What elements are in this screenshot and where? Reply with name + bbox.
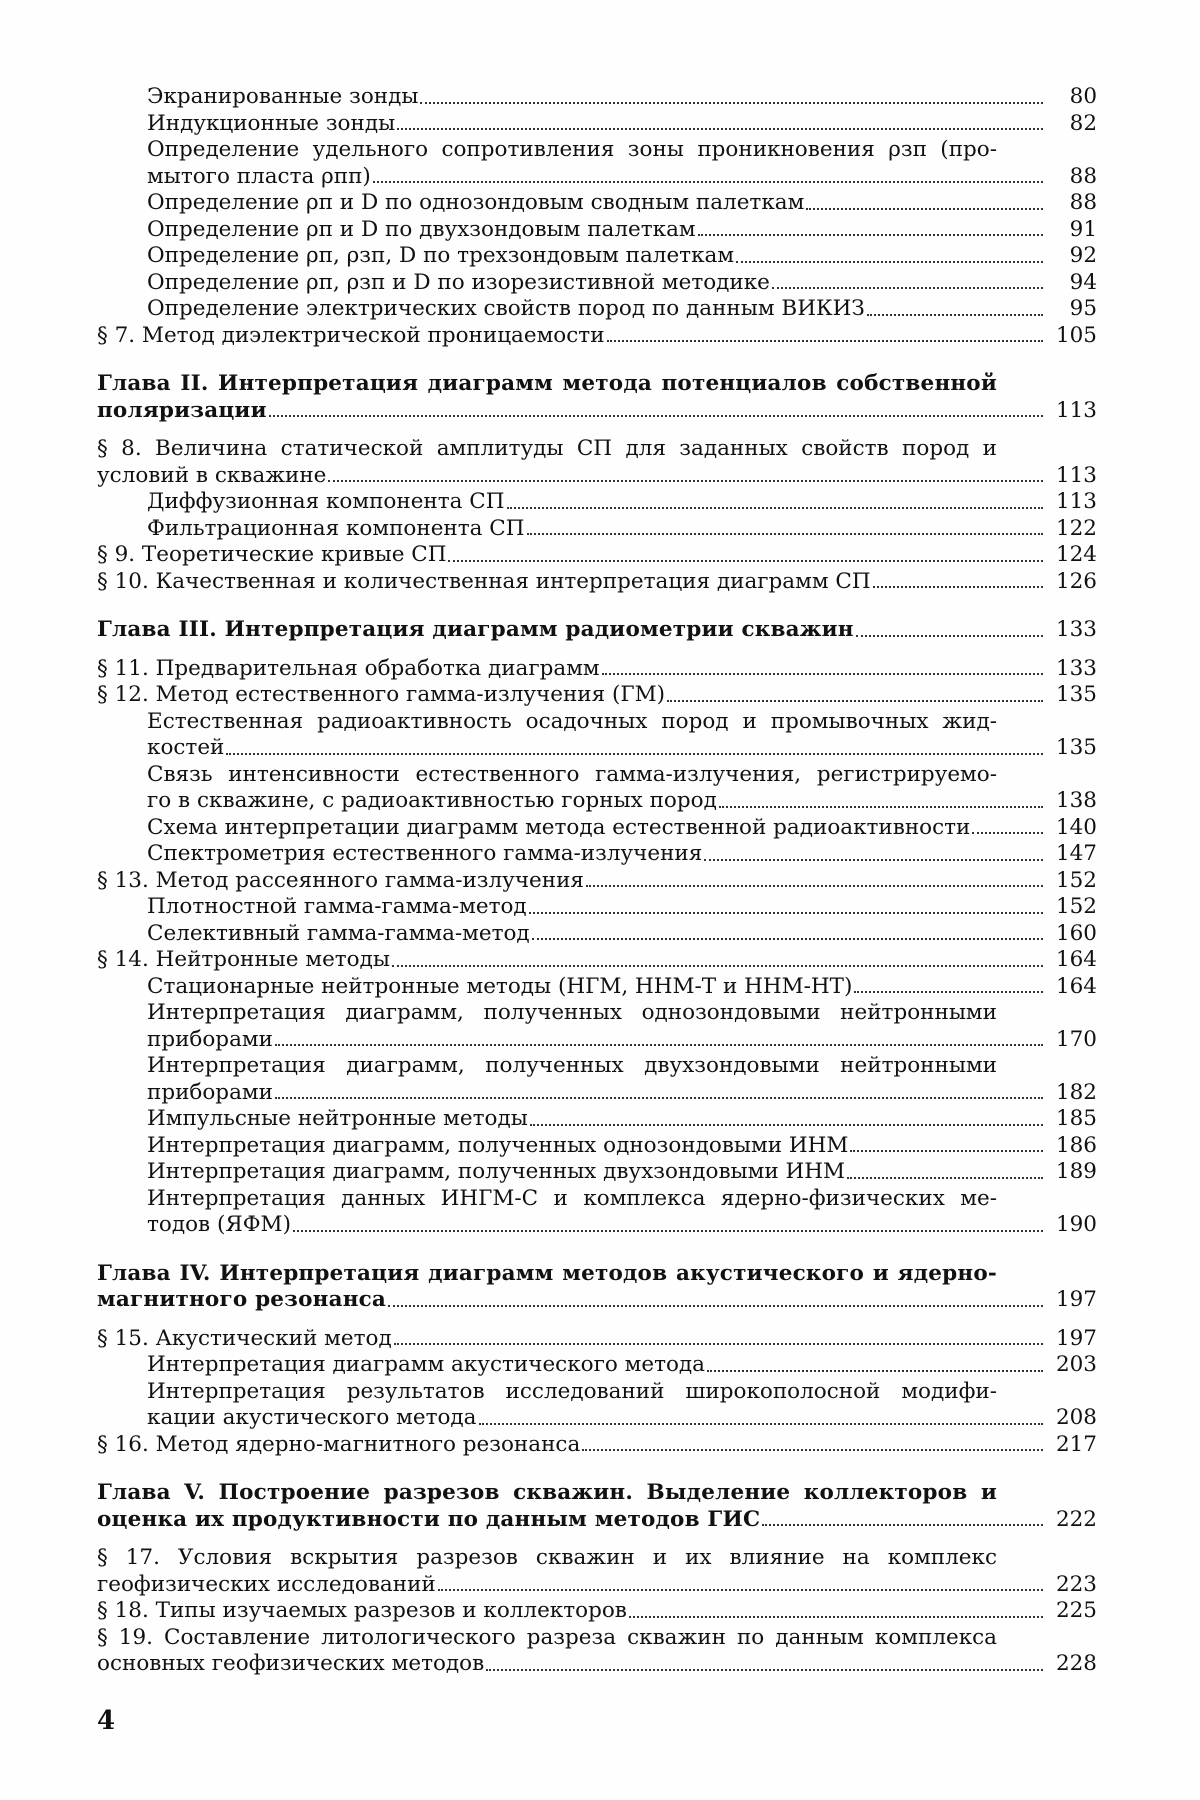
toc-subsection — [97, 709, 1097, 762]
toc-subsection — [97, 84, 1097, 111]
dot-leader — [704, 859, 1043, 861]
toc-subsection — [97, 894, 1097, 921]
toc-entry-first-line: Глава V. Построение разрезов скважин. Выделение коллекторов и — [97, 1480, 1097, 1507]
toc-page-number: 133 — [1045, 617, 1097, 644]
toc-entry-title: оценка их продуктивности по данным методов ГИС — [97, 1507, 760, 1534]
toc-subsection — [97, 296, 1097, 323]
toc-entry-row — [147, 1212, 1097, 1239]
toc-subsection — [97, 243, 1097, 270]
toc-page-number: 182 — [1045, 1080, 1097, 1107]
toc-entry-row — [147, 1106, 1097, 1133]
toc-entry-row — [97, 463, 1097, 490]
toc-page-number: 95 — [1045, 296, 1097, 323]
toc-entry-title: го в скважине, с радиоактивностью горных пород — [147, 788, 717, 815]
toc-page-number: 160 — [1045, 921, 1097, 948]
toc-entry-title: Интерпретация диаграмм, полученных однозондовыми ИНМ — [147, 1133, 848, 1160]
toc-entry-row — [147, 1133, 1097, 1160]
toc-entry-first-line: Глава II. Интерпретация диаграмм метода потенциалов собственной — [97, 371, 1097, 398]
toc-entry-title: Фильтрационная компонента СП — [147, 516, 525, 543]
toc-section — [97, 1432, 1097, 1459]
toc-page-number: 222 — [1045, 1507, 1097, 1534]
dot-leader — [856, 635, 1043, 637]
toc-entry-row — [97, 1598, 1097, 1625]
dot-leader — [328, 480, 1043, 482]
toc-section — [97, 1598, 1097, 1625]
dot-leader — [847, 1177, 1043, 1179]
toc-entry-row — [147, 921, 1097, 948]
toc-page-number: 105 — [1045, 323, 1097, 350]
toc-entry-row — [97, 1326, 1097, 1353]
toc-subsection — [97, 516, 1097, 543]
toc-entry-first-line: Определение удельного сопротивления зоны проникновения ρзп (про- — [147, 137, 1097, 164]
toc-section — [97, 1326, 1097, 1353]
dot-leader — [275, 1044, 1043, 1046]
dot-leader — [486, 1669, 1043, 1671]
toc-entry-title: Глава III. Интерпретация диаграмм радиометрии скважин — [97, 617, 854, 644]
toc-entry-title: Селективный гамма-гамма-метод — [147, 921, 530, 948]
toc-entry-first-line: Интерпретация данных ИНГМ-С и комплекса ядерно-физических ме- — [147, 1186, 1097, 1213]
dot-leader — [850, 1150, 1043, 1152]
toc-subsection — [97, 762, 1097, 815]
toc-entry-title: костей — [147, 735, 224, 762]
toc-section — [97, 1625, 1097, 1678]
toc-entry-row — [147, 190, 1097, 217]
toc-subsection — [97, 1133, 1097, 1160]
toc-entry-first-line: Интерпретация диаграмм, полученных двухзондовыми нейтронными — [147, 1053, 1097, 1080]
toc-page-number: 135 — [1045, 682, 1097, 709]
toc-entry-title: § 14. Нейтронные методы — [97, 947, 390, 974]
toc-page-number: 190 — [1045, 1212, 1097, 1239]
toc-entry-row — [97, 569, 1097, 596]
toc-section — [97, 682, 1097, 709]
toc-entry-title: Экранированные зонды — [147, 84, 418, 111]
dot-leader — [667, 700, 1043, 702]
toc-entry-row — [147, 516, 1097, 543]
toc-entry-row — [97, 656, 1097, 683]
toc-entry-first-line: Глава IV. Интерпретация диаграмм методов акустического и ядерно- — [97, 1261, 1097, 1288]
toc-page-number: 80 — [1045, 84, 1097, 111]
toc-chapter — [97, 1480, 1097, 1533]
toc-subsection — [97, 270, 1097, 297]
toc-entry-title: Спектрометрия естественного гамма-излучения — [147, 841, 702, 868]
toc-entry-first-line: § 17. Условия вскрытия разрезов скважин и их влияние на комплекс — [97, 1545, 1097, 1572]
toc-subsection — [97, 1000, 1097, 1053]
dot-leader — [269, 415, 1043, 417]
toc-entry-title: мытого пласта ρпп) — [147, 164, 371, 191]
toc-entry-title: Схема интерпретации диаграмм метода естественной радиоактивности — [147, 815, 970, 842]
toc-entry-row — [147, 1027, 1097, 1054]
toc-entry-first-line: § 19. Составление литологического разреза скважин по данным комплекса — [97, 1625, 1097, 1652]
toc-entry-row — [147, 217, 1097, 244]
toc-page-number: 164 — [1045, 974, 1097, 1001]
toc-entry-first-line: Естественная радиоактивность осадочных пород и промывочных жид- — [147, 709, 1097, 736]
dot-leader — [873, 586, 1043, 588]
toc-page-number: 94 — [1045, 270, 1097, 297]
toc-subsection — [97, 111, 1097, 138]
dot-leader — [532, 938, 1043, 940]
dot-leader — [719, 806, 1043, 808]
dot-leader — [479, 1423, 1044, 1425]
toc-section — [97, 569, 1097, 596]
toc-subsection — [97, 1379, 1097, 1432]
dot-leader — [527, 533, 1044, 535]
table-of-contents — [97, 84, 1097, 1678]
toc-entry-title: магнитного резонанса — [97, 1287, 386, 1314]
toc-page-number: 122 — [1045, 516, 1097, 543]
toc-subsection — [97, 921, 1097, 948]
toc-entry-first-line: Интерпретация диаграмм, полученных однозондовыми нейтронными — [147, 1000, 1097, 1027]
dot-leader — [293, 1230, 1043, 1232]
toc-entry-row — [147, 270, 1097, 297]
dot-leader — [629, 1616, 1043, 1618]
toc-entry-title: § 9. Теоретические кривые СП — [97, 542, 446, 569]
toc-page-number: 113 — [1045, 489, 1097, 516]
toc-subsection — [97, 1186, 1097, 1239]
toc-page-number: 197 — [1045, 1287, 1097, 1314]
toc-entry-title: § 10. Качественная и количественная интерпретация диаграмм СП — [97, 569, 871, 596]
toc-entry-row — [147, 894, 1097, 921]
dot-leader — [736, 261, 1043, 263]
toc-page-number: 133 — [1045, 656, 1097, 683]
toc-page-number: 124 — [1045, 542, 1097, 569]
dot-leader — [972, 832, 1043, 834]
toc-entry-row — [147, 788, 1097, 815]
dot-leader — [420, 102, 1043, 104]
toc-page-number: 189 — [1045, 1159, 1097, 1186]
toc-page-number: 225 — [1045, 1598, 1097, 1625]
dot-leader — [226, 753, 1043, 755]
dot-leader — [438, 1589, 1043, 1591]
toc-chapter — [97, 371, 1097, 424]
toc-page-number: 147 — [1045, 841, 1097, 868]
toc-page-number: 186 — [1045, 1133, 1097, 1160]
toc-entry-row — [147, 1159, 1097, 1186]
toc-entry-title: Определение ρп, ρзп и D по изорезистивной методике — [147, 270, 770, 297]
toc-page-number: 126 — [1045, 569, 1097, 596]
toc-entry-title: § 15. Акустический метод — [97, 1326, 392, 1353]
toc-page-number: 228 — [1045, 1651, 1097, 1678]
dot-leader — [854, 991, 1043, 993]
toc-section — [97, 323, 1097, 350]
dot-leader — [602, 673, 1043, 675]
toc-entry-row — [147, 111, 1097, 138]
toc-entry-title: § 18. Типы изучаемых разрезов и коллекторов — [97, 1598, 627, 1625]
toc-page-number: 197 — [1045, 1326, 1097, 1353]
toc-subsection — [97, 1352, 1097, 1379]
toc-entry-row — [97, 1432, 1097, 1459]
toc-entry-title: Определение электрических свойств пород по данным ВИКИЗ — [147, 296, 865, 323]
toc-entry-row — [147, 296, 1097, 323]
toc-subsection — [97, 1106, 1097, 1133]
toc-entry-title: приборами — [147, 1027, 273, 1054]
toc-subsection — [97, 137, 1097, 190]
toc-subsection — [97, 974, 1097, 1001]
toc-entry-first-line: Связь интенсивности естественного гамма-излучения, регистрируемо- — [147, 762, 1097, 789]
toc-page-number: 203 — [1045, 1352, 1097, 1379]
toc-page-number: 92 — [1045, 243, 1097, 270]
dot-leader — [867, 314, 1043, 316]
toc-entry-title: кации акустического метода — [147, 1405, 477, 1432]
toc-entry-row — [147, 815, 1097, 842]
toc-entry-row — [147, 243, 1097, 270]
dot-leader — [507, 507, 1043, 509]
toc-page-number: 91 — [1045, 217, 1097, 244]
toc-subsection — [97, 190, 1097, 217]
toc-entry-title: § 13. Метод рассеянного гамма-излучения — [97, 868, 584, 895]
toc-section — [97, 868, 1097, 895]
toc-entry-title: Определение ρп и D по однозондовым сводным палеткам — [147, 190, 804, 217]
toc-subsection — [97, 1159, 1097, 1186]
toc-entry-row — [147, 164, 1097, 191]
toc-entry-title: Диффузионная компонента СП — [147, 489, 505, 516]
toc-entry-row — [147, 735, 1097, 762]
toc-entry-row — [97, 542, 1097, 569]
toc-chapter — [97, 617, 1097, 644]
dot-leader — [698, 234, 1043, 236]
toc-entry-first-line: Интерпретация результатов исследований широкополосной модифи- — [147, 1379, 1097, 1406]
toc-entry-first-line: § 8. Величина статической амплитуды СП для заданных свойств пород и — [97, 436, 1097, 463]
toc-entry-row — [147, 841, 1097, 868]
toc-subsection — [97, 1053, 1097, 1106]
toc-page-number: 185 — [1045, 1106, 1097, 1133]
document-page — [0, 0, 1200, 1800]
toc-entry-title: Плотностной гамма-гамма-метод — [147, 894, 527, 921]
toc-section — [97, 1545, 1097, 1598]
toc-entry-row — [97, 947, 1097, 974]
toc-entry-row — [97, 868, 1097, 895]
toc-page-number: 113 — [1045, 463, 1097, 490]
dot-leader — [607, 340, 1043, 342]
dot-leader — [448, 560, 1043, 562]
toc-entry-row — [147, 1405, 1097, 1432]
toc-entry-row — [97, 1287, 1097, 1314]
toc-entry-row — [147, 84, 1097, 111]
toc-page-number: 135 — [1045, 735, 1097, 762]
toc-entry-row — [97, 323, 1097, 350]
toc-section — [97, 436, 1097, 489]
toc-entry-title: Импульсные нейтронные методы — [147, 1106, 528, 1133]
toc-page-number: 170 — [1045, 1027, 1097, 1054]
toc-subsection — [97, 489, 1097, 516]
dot-leader — [707, 1370, 1043, 1372]
dot-leader — [530, 1124, 1043, 1126]
toc-entry-row — [97, 1507, 1097, 1534]
toc-section — [97, 656, 1097, 683]
toc-chapter — [97, 1261, 1097, 1314]
toc-entry-row — [147, 489, 1097, 516]
toc-page-number: 138 — [1045, 788, 1097, 815]
dot-leader — [529, 912, 1043, 914]
toc-page-number: 88 — [1045, 164, 1097, 191]
toc-entry-row — [147, 1080, 1097, 1107]
toc-section — [97, 542, 1097, 569]
toc-page-number: 152 — [1045, 868, 1097, 895]
toc-entry-title: основных геофизических методов — [97, 1651, 484, 1678]
dot-leader — [582, 1449, 1043, 1451]
toc-section — [97, 947, 1097, 974]
toc-entry-row — [97, 682, 1097, 709]
toc-page-number: 113 — [1045, 398, 1097, 425]
dot-leader — [397, 128, 1043, 130]
toc-page-number: 88 — [1045, 190, 1097, 217]
toc-page-number: 217 — [1045, 1432, 1097, 1459]
toc-entry-title: § 11. Предварительная обработка диаграмм — [97, 656, 600, 683]
toc-entry-title: § 12. Метод естественного гамма-излучения (ГМ) — [97, 682, 665, 709]
dot-leader — [392, 965, 1043, 967]
toc-page-number: 208 — [1045, 1405, 1097, 1432]
toc-page-number: 152 — [1045, 894, 1097, 921]
toc-entry-title: Определение ρп и D по двухзондовым палеткам — [147, 217, 696, 244]
dot-leader — [275, 1097, 1043, 1099]
toc-entry-title: Интерпретация диаграмм, полученных двухзондовыми ИНМ — [147, 1159, 845, 1186]
dot-leader — [388, 1305, 1043, 1307]
dot-leader — [762, 1524, 1043, 1526]
toc-entry-title: Стационарные нейтронные методы (НГМ, ННМ-Т и ННМ-НТ) — [147, 974, 852, 1001]
toc-subsection — [97, 217, 1097, 244]
dot-leader — [586, 885, 1043, 887]
toc-entry-title: Определение ρп, ρзп, D по трехзондовым палеткам — [147, 243, 734, 270]
page-number: 4 — [97, 1706, 115, 1736]
toc-page-number: 223 — [1045, 1572, 1097, 1599]
toc-entry-title: § 7. Метод диэлектрической проницаемости — [97, 323, 605, 350]
toc-subsection — [97, 841, 1097, 868]
dot-leader — [373, 181, 1043, 183]
toc-entry-row — [97, 617, 1097, 644]
toc-entry-title: Индукционные зонды — [147, 111, 395, 138]
toc-entry-row — [97, 1651, 1097, 1678]
toc-entry-title: Интерпретация диаграмм акустического метода — [147, 1352, 705, 1379]
toc-entry-title: геофизических исследований — [97, 1572, 436, 1599]
toc-entry-title: условий в скважине — [97, 463, 326, 490]
toc-entry-title: приборами — [147, 1080, 273, 1107]
dot-leader — [806, 208, 1043, 210]
toc-entry-title: тодов (ЯФМ) — [147, 1212, 291, 1239]
toc-entry-row — [97, 398, 1097, 425]
toc-page-number: 140 — [1045, 815, 1097, 842]
dot-leader — [772, 287, 1043, 289]
toc-subsection — [97, 815, 1097, 842]
toc-page-number: 164 — [1045, 947, 1097, 974]
toc-entry-title: § 16. Метод ядерно-магнитного резонанса — [97, 1432, 580, 1459]
dot-leader — [394, 1343, 1043, 1345]
toc-entry-title: поляризации — [97, 398, 267, 425]
toc-page-number: 82 — [1045, 111, 1097, 138]
toc-entry-row — [147, 1352, 1097, 1379]
toc-entry-row — [147, 974, 1097, 1001]
toc-entry-row — [97, 1572, 1097, 1599]
